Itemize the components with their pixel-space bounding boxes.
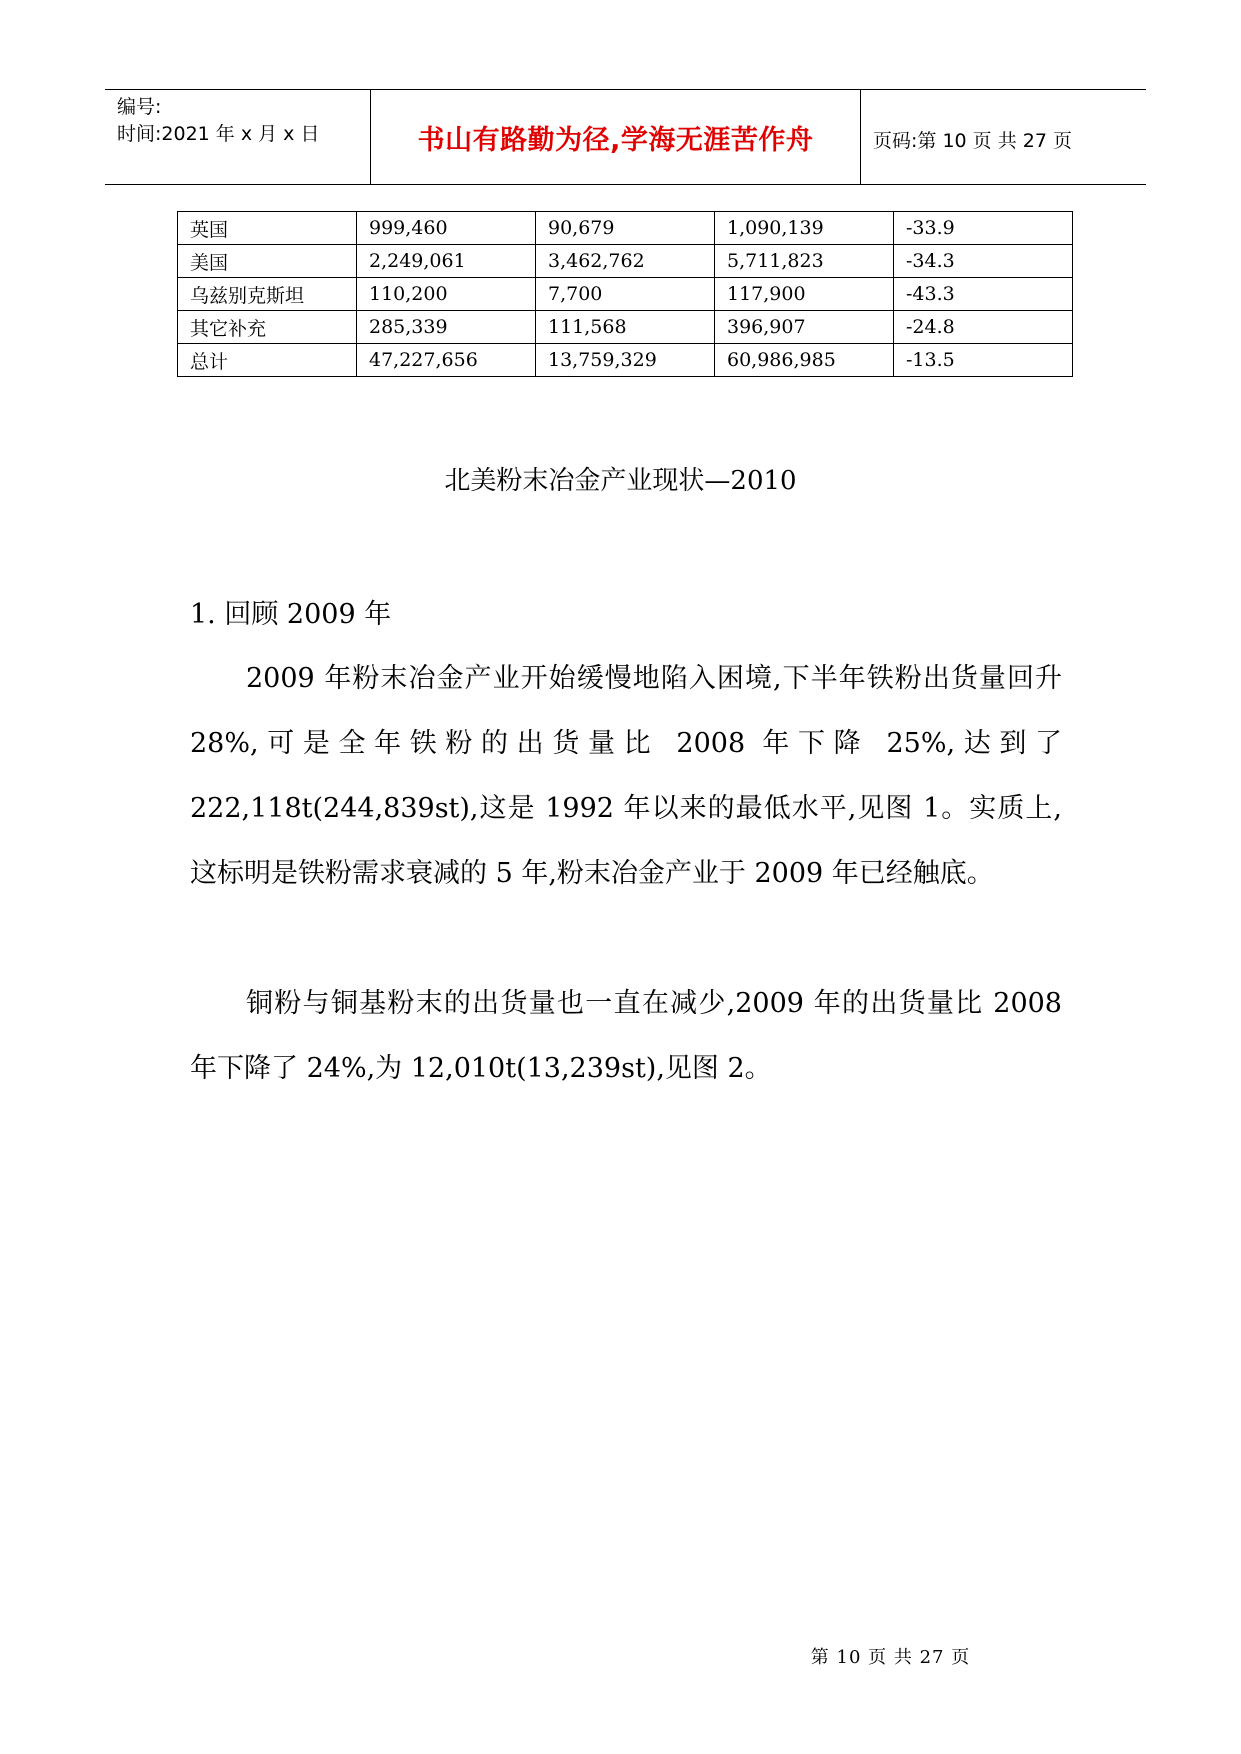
table-cell: 117,900 [715,278,894,311]
table-cell-country: 总计 [178,344,357,377]
header-page-info: 页码:第 10 页 共 27 页 [873,130,1072,152]
document-time-label: 时间:2021 年 x 月 x 日 [117,123,320,145]
table-cell-country: 乌兹别克斯坦 [178,278,357,311]
table-cell: 60,986,985 [715,344,894,377]
paragraph: 铜粉与铜基粉末的出货量也一直在减少,2009 年的出货量比 2008 年下降了 24%,为 12,010t(13,239st),见图 2。 [190,988,1062,1084]
page-header [105,89,1146,185]
page-footer: 第 10 页 共 27 页 [810,1647,971,1668]
table-cell: 3,462,762 [536,245,715,278]
header-divider [860,90,861,184]
table-cell: 7,700 [536,278,715,311]
header-meta [117,94,367,148]
table-cell: -24.8 [894,311,1073,344]
table-cell: 1,090,139 [715,212,894,245]
table-row [178,212,1073,245]
table-cell-country: 美国 [178,245,357,278]
table-cell: 47,227,656 [357,344,536,377]
table-cell: 5,711,823 [715,245,894,278]
paragraph: 2009 年粉末冶金产业开始缓慢地陷入困境,下半年铁粉出货量回升 28%,可是全年铁粉的出货量比 2008 年下降 25%,达到了 222,118t(244,839st),这是 1992 年以来的最低水平,见图 1。实质上,这标明是铁粉需求衰减的 5 年,粉末冶金产业于 2009 年已经触底。 [190,663,1062,889]
table-row [178,278,1073,311]
table-cell: 285,339 [357,311,536,344]
table-cell: -13.5 [894,344,1073,377]
table-cell-country: 其它补充 [178,311,357,344]
table-cell: 999,460 [357,212,536,245]
table-cell: -33.9 [894,212,1073,245]
table-cell: 110,200 [357,278,536,311]
table-cell: 396,907 [715,311,894,344]
table-cell: 2,249,061 [357,245,536,278]
table-cell: -43.3 [894,278,1073,311]
header-motto: 书山有路勤为径,学海无涯苦作舟 [417,125,814,156]
shipment-table [177,211,1073,377]
table-row [178,344,1073,377]
table-cell: -34.3 [894,245,1073,278]
article-title: 北美粉末冶金产业现状—2010 [444,466,797,496]
table-cell: 111,568 [536,311,715,344]
table-cell: 90,679 [536,212,715,245]
table-cell-country: 英国 [178,212,357,245]
section-heading: 1. 回顾 2009 年 [190,599,392,630]
document-number-label: 编号: [117,96,162,118]
table-cell: 13,759,329 [536,344,715,377]
table-row [178,245,1073,278]
table-row [178,311,1073,344]
